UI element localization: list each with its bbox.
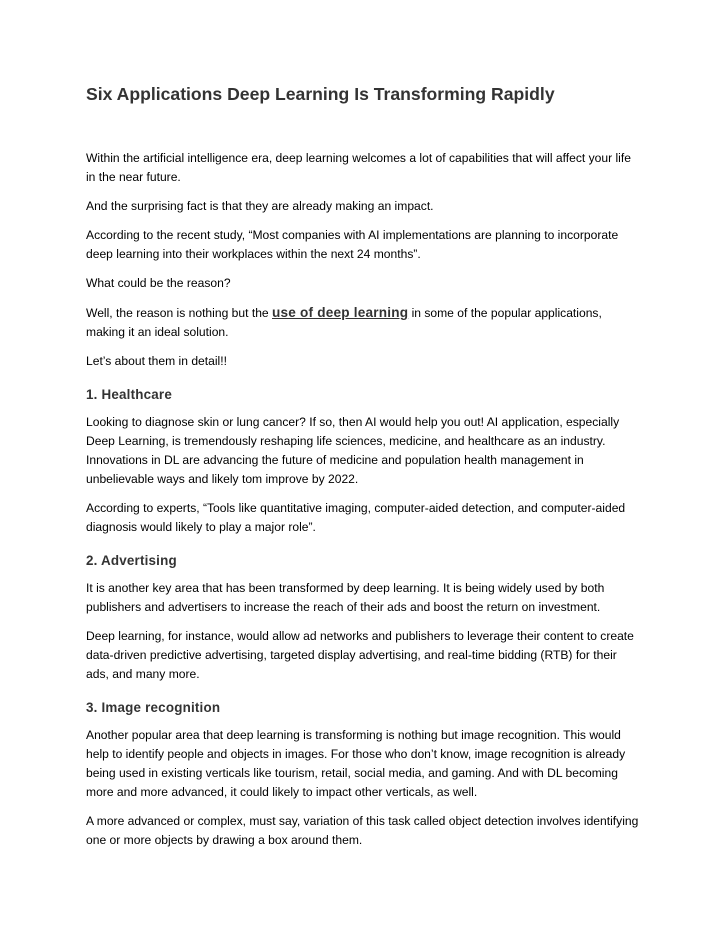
section-heading-advertising: 2. Advertising <box>86 553 177 568</box>
advertising-paragraph-1: It is another key area that has been transformed by deep learning. It is being widely used by both publishers and advertisers to increase the reach of their ads and boost the return on investment. <box>86 581 605 614</box>
intro-paragraph-5-end: in some of the popular applications, making it an ideal solution. <box>86 306 602 339</box>
intro-paragraph-4: What could be the reason? <box>86 276 231 290</box>
document-body <box>86 149 642 860</box>
intro-paragraph-2: And the surprising fact is that they are already making an impact. <box>86 199 434 213</box>
use-of-deep-learning-link[interactable]: use of deep learning <box>272 305 409 320</box>
intro-paragraph-5-start: Well, the reason is nothing but the <box>86 306 273 320</box>
healthcare-paragraph-2: According to experts, “Tools like quantitative imaging, computer-aided detection, and computer-aided diagnosis would likely to play a major role”. <box>86 501 626 534</box>
intro-paragraph-1: Within the artificial intelligence era, deep learning welcomes a lot of capabilities that will affect your life in the near future. <box>86 151 631 184</box>
section-heading-healthcare: 1. Healthcare <box>86 387 172 402</box>
intro-paragraph-6: Let’s about them in detail!! <box>86 354 227 368</box>
section-heading-image-recognition: 3. Image recognition <box>86 700 221 715</box>
image-recognition-paragraph-1: Another popular area that deep learning is transforming is nothing but image recognition. This would help to identify people and objects in images. For those who don’t know, image recognition is already being used in existing verticals like tourism, retail, social media, and gaming. And with DL becoming more and more advanced, it could likely to impact other verticals, as well. <box>86 728 626 799</box>
document-title: Six Applications Deep Learning Is Transforming Rapidly <box>86 84 555 104</box>
advertising-paragraph-2: Deep learning, for instance, would allow ad networks and publishers to leverage their content to create data-driven predictive advertising, targeted display advertising, and real-time bidding (RTB) for their ads, and many more. <box>86 629 634 681</box>
healthcare-paragraph-1: Looking to diagnose skin or lung cancer? If so, then AI would help you out! AI application, especially Deep Learning, is tremendously reshaping life sciences, medicine, and healthcare as an industry. Innovations in DL are advancing the future of medicine and population health management in unbelievable ways and likely tom improve by 2022. <box>86 415 620 486</box>
intro-paragraph-5 <box>86 303 642 342</box>
intro-paragraph-3: According to the recent study, “Most companies with AI implementations are planning to incorporate deep learning into their workplaces within the next 24 months”. <box>86 228 619 261</box>
image-recognition-paragraph-2: A more advanced or complex, must say, variation of this task called object detection involves identifying one or more objects by drawing a box around them. <box>86 814 639 847</box>
